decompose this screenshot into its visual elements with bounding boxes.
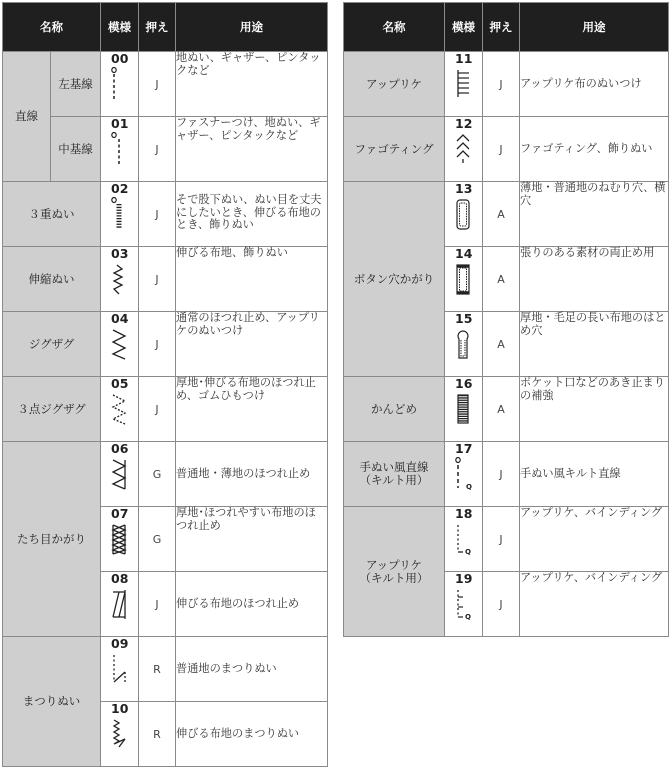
presser-cell: J bbox=[139, 572, 176, 637]
pattern-number: 12 bbox=[455, 116, 473, 131]
pattern-number: 17 bbox=[455, 441, 473, 456]
table-row bbox=[3, 182, 328, 247]
table-row bbox=[3, 637, 328, 702]
usage-cell: アップリケ、バインディング bbox=[520, 507, 669, 572]
presser-cell: J bbox=[139, 377, 176, 442]
three-point-zigzag-icon bbox=[111, 392, 131, 426]
double-overcast-icon bbox=[111, 522, 131, 556]
pattern-cell bbox=[445, 377, 483, 442]
name-center-baseline: 中基線 bbox=[51, 117, 101, 182]
pattern-cell bbox=[101, 377, 139, 442]
fagoting-icon bbox=[455, 132, 475, 166]
pattern-cell bbox=[445, 442, 483, 507]
table-row bbox=[344, 52, 669, 117]
name-stretch-stitch: 伸縮ぬい bbox=[3, 247, 101, 312]
stretch-overcast-icon bbox=[111, 587, 131, 621]
header-usage: 用途 bbox=[520, 3, 669, 52]
pattern-cell bbox=[101, 637, 139, 702]
header-presser: 押え bbox=[483, 3, 520, 52]
stretch-stitch-icon bbox=[111, 262, 131, 296]
presser-cell: A bbox=[483, 182, 520, 247]
bartack-icon bbox=[455, 392, 475, 426]
buttonhole-rounded-icon bbox=[455, 197, 475, 231]
presser-cell: J bbox=[139, 52, 176, 117]
usage-cell: アップリケ布のぬいつけ bbox=[520, 52, 669, 117]
group-blind-hem: まつりぬい bbox=[3, 637, 101, 767]
pattern-cell bbox=[445, 312, 483, 377]
presser-cell: J bbox=[483, 442, 520, 507]
table-row bbox=[344, 507, 669, 572]
usage-cell: 手ぬい風キルト直線 bbox=[520, 442, 669, 507]
svg-text:Q: Q bbox=[465, 548, 471, 556]
pattern-number: 11 bbox=[455, 51, 473, 66]
pattern-cell bbox=[445, 182, 483, 247]
pattern-number: 14 bbox=[455, 246, 473, 261]
presser-cell: G bbox=[139, 507, 176, 572]
group-buttonhole: ボタン穴かがり bbox=[344, 182, 445, 377]
pattern-cell bbox=[101, 182, 139, 247]
presser-cell: J bbox=[483, 507, 520, 572]
pattern-number: 02 bbox=[111, 181, 129, 196]
pattern-number: 04 bbox=[111, 311, 129, 326]
pattern-cell bbox=[101, 312, 139, 377]
pattern-cell bbox=[445, 52, 483, 117]
pattern-number: 10 bbox=[111, 701, 129, 716]
applique-quilt-icon bbox=[455, 522, 477, 556]
applique-quilt-zigzag-icon bbox=[455, 587, 477, 621]
presser-cell: A bbox=[483, 247, 520, 312]
presser-cell: J bbox=[483, 117, 520, 182]
table-row bbox=[344, 377, 669, 442]
name-three-point-zigzag: ３点ジグザグ bbox=[3, 377, 101, 442]
header-row bbox=[3, 3, 328, 52]
pattern-number: 16 bbox=[455, 376, 473, 391]
svg-text:Q: Q bbox=[466, 483, 472, 491]
keyhole-buttonhole-icon bbox=[455, 327, 475, 361]
pattern-cell bbox=[101, 247, 139, 312]
table-row bbox=[344, 117, 669, 182]
presser-cell: J bbox=[139, 117, 176, 182]
pattern-cell bbox=[101, 117, 139, 182]
presser-cell: J bbox=[139, 247, 176, 312]
presser-cell: R bbox=[139, 637, 176, 702]
straight-left-stitch-icon bbox=[111, 67, 131, 101]
pattern-number: 00 bbox=[111, 51, 129, 66]
name-line-1: アップリケ bbox=[365, 557, 422, 572]
pattern-number: 08 bbox=[111, 571, 129, 586]
table-row bbox=[3, 117, 328, 182]
pattern-number: 06 bbox=[111, 441, 129, 456]
header-name: 名称 bbox=[3, 3, 101, 52]
usage-cell: そで股下ぬい、ぬい目を丈夫にしたいとき、伸びる布地のとき、飾りぬい bbox=[176, 182, 328, 247]
usage-cell: 普通地・薄地のほつれ止め bbox=[176, 442, 328, 507]
presser-cell: A bbox=[483, 312, 520, 377]
header-usage: 用途 bbox=[176, 3, 328, 52]
pattern-number: 18 bbox=[455, 506, 473, 521]
pattern-cell bbox=[445, 507, 483, 572]
usage-cell: 薄地・普通地のねむり穴、横穴 bbox=[520, 182, 669, 247]
usage-cell: 厚地・毛足の長い布地のはとめ穴 bbox=[520, 312, 669, 377]
presser-cell: J bbox=[139, 312, 176, 377]
presser-cell: R bbox=[139, 702, 176, 767]
pattern-cell bbox=[101, 507, 139, 572]
name-triple-stitch: ３重ぬい bbox=[3, 182, 101, 247]
header-pattern: 模様 bbox=[445, 3, 483, 52]
name-applique: アップリケ bbox=[344, 52, 445, 117]
usage-cell: 伸びる布地のまつりぬい bbox=[176, 702, 328, 767]
presser-cell: G bbox=[139, 442, 176, 507]
header-name: 名称 bbox=[344, 3, 445, 52]
usage-cell: アップリケ、バインディング bbox=[520, 572, 669, 637]
zigzag-icon bbox=[111, 327, 131, 361]
header-presser: 押え bbox=[139, 3, 176, 52]
group-overcast: たち目かがり bbox=[3, 442, 101, 637]
table-row bbox=[344, 182, 669, 247]
pattern-cell bbox=[445, 247, 483, 312]
table-row bbox=[3, 377, 328, 442]
group-applique-quilt bbox=[344, 507, 445, 637]
presser-cell: A bbox=[483, 377, 520, 442]
stretch-blind-hem-icon bbox=[111, 717, 131, 751]
pattern-cell bbox=[101, 702, 139, 767]
pattern-number: 01 bbox=[111, 116, 129, 131]
applique-stitch-icon bbox=[455, 67, 475, 101]
stitch-table-left bbox=[2, 2, 328, 767]
buttonhole-square-icon bbox=[455, 262, 475, 296]
name-bartack: かんどめ bbox=[344, 377, 445, 442]
pattern-cell bbox=[101, 442, 139, 507]
table-row bbox=[3, 312, 328, 377]
table-row bbox=[344, 442, 669, 507]
name-line-2: （キルト用） bbox=[359, 570, 429, 585]
pattern-number: 09 bbox=[111, 636, 129, 651]
pattern-cell bbox=[445, 117, 483, 182]
pattern-number: 07 bbox=[111, 506, 129, 521]
svg-text:Q: Q bbox=[465, 613, 471, 621]
table-row bbox=[3, 442, 328, 507]
table-row bbox=[3, 247, 328, 312]
name-hand-look-quilt bbox=[344, 442, 445, 507]
pattern-cell bbox=[101, 572, 139, 637]
pattern-cell bbox=[101, 52, 139, 117]
name-line-1: 手ぬい風直線 bbox=[359, 460, 429, 474]
usage-cell: 厚地･ほつれやすい布地のほつれ止め bbox=[176, 507, 328, 572]
usage-cell: ファゴティング、飾りぬい bbox=[520, 117, 669, 182]
stitch-table-right bbox=[343, 2, 669, 637]
name-fagoting: ファゴティング bbox=[344, 117, 445, 182]
hand-look-quilt-icon bbox=[455, 457, 477, 491]
pattern-number: 19 bbox=[455, 571, 473, 586]
triple-stitch-icon bbox=[111, 197, 131, 231]
usage-cell: 通常のほつれ止め、アップリケのぬいつけ bbox=[176, 312, 328, 377]
pattern-number: 15 bbox=[455, 311, 473, 326]
usage-cell: 厚地･伸びる布地のほつれ止め、ゴムひもつけ bbox=[176, 377, 328, 442]
name-left-baseline: 左基線 bbox=[51, 52, 101, 117]
straight-center-stitch-icon bbox=[111, 132, 131, 166]
usage-cell: 地ぬい、ギャザー、ピンタックなど bbox=[176, 52, 328, 117]
header-pattern: 模様 bbox=[101, 3, 139, 52]
overcast-icon bbox=[111, 457, 131, 491]
name-zigzag: ジグザグ bbox=[3, 312, 101, 377]
pattern-number: 03 bbox=[111, 246, 129, 261]
usage-cell: ファスナーつけ、地ぬい、ギャザー、ピンタックなど bbox=[176, 117, 328, 182]
usage-cell: 伸びる布地のほつれ止め bbox=[176, 572, 328, 637]
usage-cell: 普通地のまつりぬい bbox=[176, 637, 328, 702]
presser-cell: J bbox=[139, 182, 176, 247]
table-row bbox=[3, 52, 328, 117]
pattern-number: 13 bbox=[455, 181, 473, 196]
usage-cell: ポケット口などのあき止まりの補強 bbox=[520, 377, 669, 442]
presser-cell: J bbox=[483, 52, 520, 117]
header-row bbox=[344, 3, 669, 52]
group-straight: 直線 bbox=[3, 52, 51, 182]
pattern-number: 05 bbox=[111, 376, 129, 391]
blind-hem-icon bbox=[111, 652, 131, 686]
usage-cell: 張りのある素材の両止め用 bbox=[520, 247, 669, 312]
name-line-2: （キルト用） bbox=[359, 473, 429, 487]
pattern-cell bbox=[445, 572, 483, 637]
usage-cell: 伸びる布地、飾りぬい bbox=[176, 247, 328, 312]
presser-cell: J bbox=[483, 572, 520, 637]
